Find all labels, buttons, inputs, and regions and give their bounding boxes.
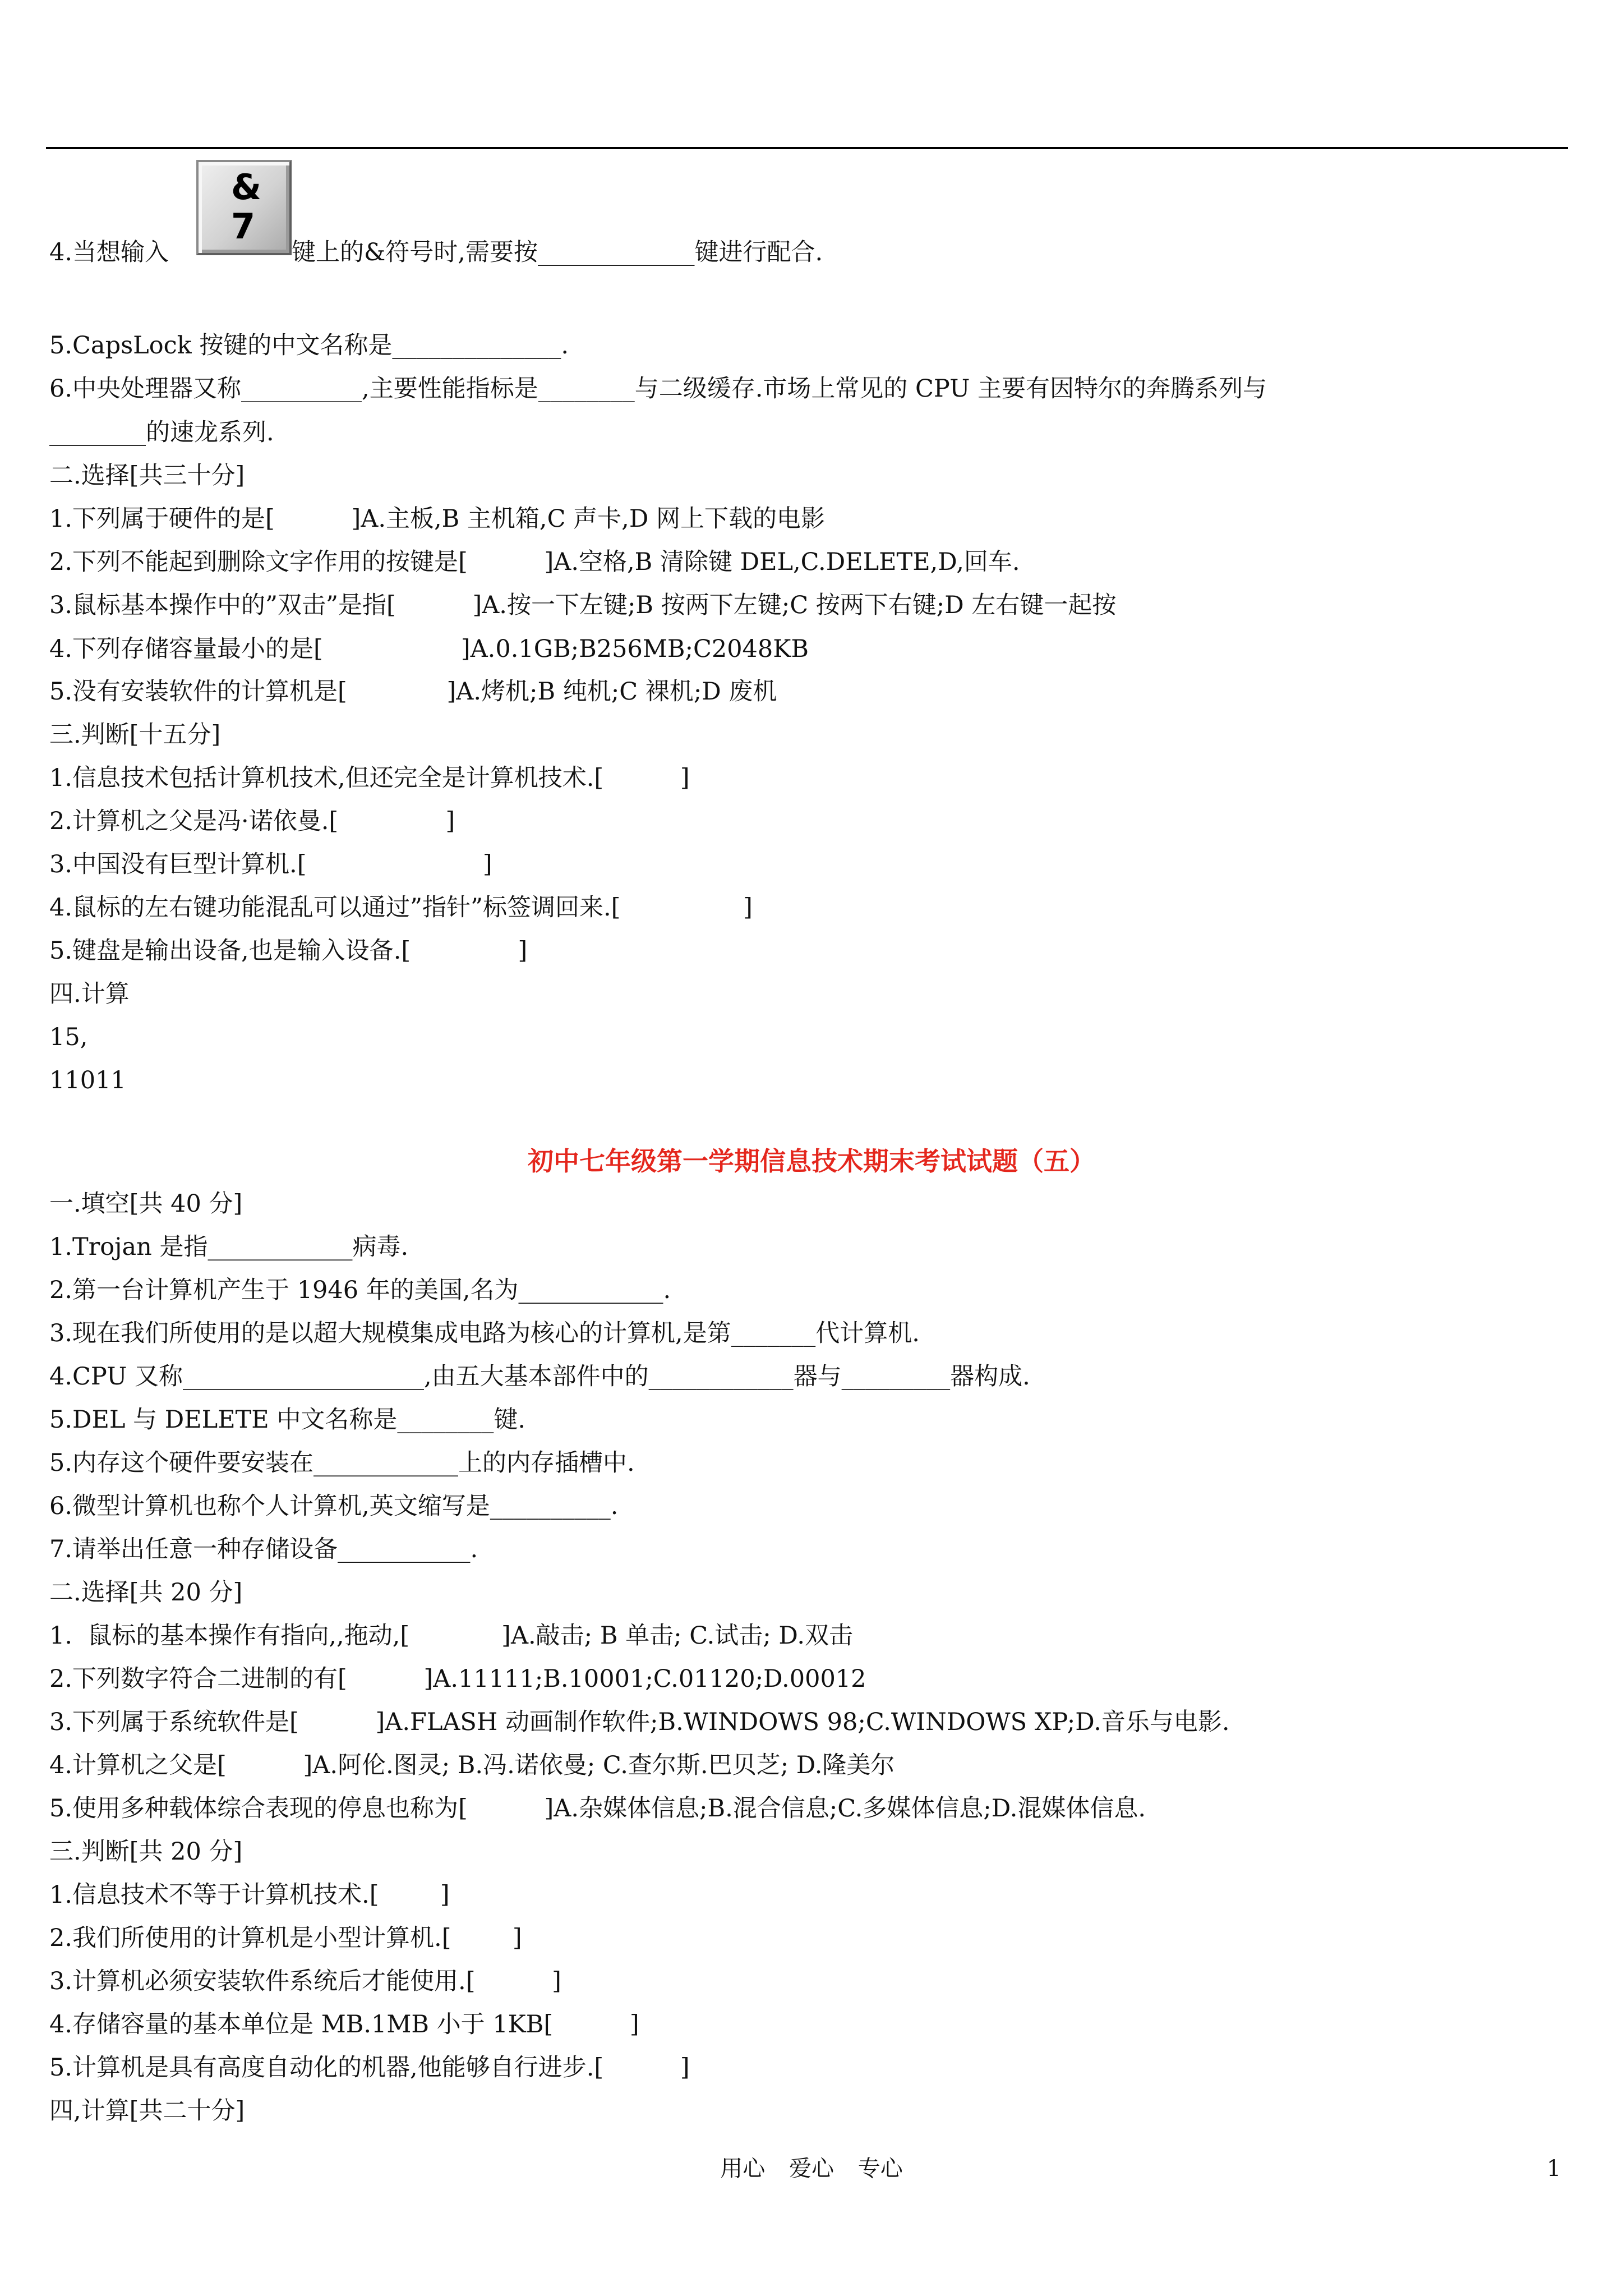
choice-q5: 5.没有安装软件的计算机是[ ]A.烤机;B 纯机;C 裸机;D 废机 — [49, 678, 777, 706]
judge2-q1: 1.信息技术不等于计算机技术.[ ] — [49, 1881, 450, 1909]
choice2-q4: 4.计算机之父是[ ]A.阿伦.图灵; B.冯.诺依曼; C.查尔斯.巴贝芝; D.隆美尔 — [49, 1751, 895, 1779]
fill-q7: 7.请举出任意一种存储设备___________. — [49, 1535, 478, 1563]
calc-item-1: 15, — [49, 1023, 88, 1051]
fill-q5b: 5.内存这个硬件要安装在____________上的内存插槽中. — [49, 1449, 635, 1477]
judge2-q2: 2.我们所使用的计算机是小型计算机.[ ] — [49, 1924, 522, 1952]
section-heading-calc: 四.计算 — [49, 980, 130, 1008]
fill-q6-cont: ________的速龙系列. — [49, 418, 274, 447]
judge2-q4: 4.存储容量的基本单位是 MB.1MB 小于 1KB[ ] — [49, 2010, 639, 2039]
q4-prefix: 4.当想输入 — [49, 238, 169, 266]
choice2-q3: 3.下列属于系统软件是[ ]A.FLASH 动画制作软件;B.WINDOWS 98;C.WINDOWS XP;D.音乐与电影. — [49, 1708, 1230, 1736]
choice-q4: 4.下列存储容量最小的是[ ]A.0.1GB;B256MB;C2048KB — [49, 635, 809, 663]
exam-title: 初中七年级第一学期信息技术期末考试试题（五） — [528, 1146, 1095, 1176]
q4-suffix: 键上的&符号时,需要按_____________键进行配合. — [292, 238, 823, 266]
judge-q5: 5.键盘是输出设备,也是输入设备.[ ] — [49, 937, 528, 965]
fill-q5: 5.CapsLock 按键的中文名称是______________. — [49, 332, 569, 360]
judge-q4: 4.鼠标的左右键功能混乱可以通过”指针”标签调回来.[ ] — [49, 894, 753, 922]
page-number: 1 — [1547, 2156, 1561, 2182]
fill-q6: 6.中央处理器又称__________,主要性能指标是________与二级缓存.市场上常见的 CPU 主要有因特尔的奔腾系列与 — [49, 375, 1267, 403]
judge2-q3: 3.计算机必须安装软件系统后才能使用.[ ] — [49, 1967, 561, 1995]
judge-q2: 2.计算机之父是冯·诺依曼.[ ] — [49, 807, 455, 835]
judge2-q5: 5.计算机是具有高度自动化的机器,他能够自行进步.[ ] — [49, 2054, 690, 2082]
judge-q1: 1.信息技术包括计算机技术,但还完全是计算机技术.[ ] — [49, 764, 690, 792]
section-heading-calc-2: 四,计算[共二十分] — [49, 2097, 245, 2125]
choice2-q1: 1. 鼠标的基本操作有指向,,拖动,[ ]A.敲击; B 单击; C.试击; D.双击 — [49, 1622, 854, 1650]
key-top-glyph: & — [231, 167, 262, 208]
header-rule — [46, 147, 1568, 149]
calc-item-2: 11011 — [49, 1066, 126, 1094]
fill-q3: 3.现在我们所使用的是以超大规模集成电路为核心的计算机,是第_______代计算机. — [49, 1319, 920, 1347]
section-heading-choice: 二.选择[共三十分] — [49, 462, 245, 490]
fill-q5: 5.DEL 与 DELETE 中文名称是________键. — [49, 1406, 525, 1434]
choice-q3: 3.鼠标基本操作中的”双击”是指[ ]A.按一下左键;B 按两下左键;C 按两下右键;D 左右键一起按 — [49, 591, 1117, 619]
section-heading-judge: 三.判断[十五分] — [49, 721, 221, 749]
section-heading-fill: 一.填空[共 40 分] — [49, 1190, 243, 1218]
fill-q1: 1.Trojan 是指____________病毒. — [49, 1233, 409, 1261]
section-heading-judge-2: 三.判断[共 20 分] — [49, 1838, 243, 1866]
choice-q1: 1.下列属于硬件的是[ ]A.主板,B 主机箱,C 声卡,D 网上下载的电影 — [49, 505, 825, 533]
choice-q2: 2.下列不能起到删除文字作用的按键是[ ]A.空格,B 清除键 DEL,C.DELETE,D,回车. — [49, 548, 1020, 576]
fill-q2: 2.第一台计算机产生于 1946 年的美国,名为____________. — [49, 1276, 671, 1304]
judge-q3: 3.中国没有巨型计算机.[ ] — [49, 850, 492, 878]
key-bottom-glyph: 7 — [231, 206, 256, 247]
choice2-q5: 5.使用多种载体综合表现的停息也称为[ ]A.杂媒体信息;B.混合信息;C.多媒体信息;D.混媒体信息. — [49, 1795, 1146, 1823]
ampersand-7-key-image — [196, 160, 292, 255]
choice2-q2: 2.下列数字符合二进制的有[ ]A.11111;B.10001;C.01120;D.00012 — [49, 1665, 866, 1693]
fill-q4: 4.CPU 又称____________________,由五大基本部件中的____________器与_________器构成. — [49, 1363, 1030, 1391]
footer-slogan: 用心 爱心 专心 — [720, 2156, 903, 2182]
section-heading-choice-2: 二.选择[共 20 分] — [49, 1579, 243, 1607]
fill-q6: 6.微型计算机也称个人计算机,英文缩写是__________. — [49, 1492, 619, 1520]
